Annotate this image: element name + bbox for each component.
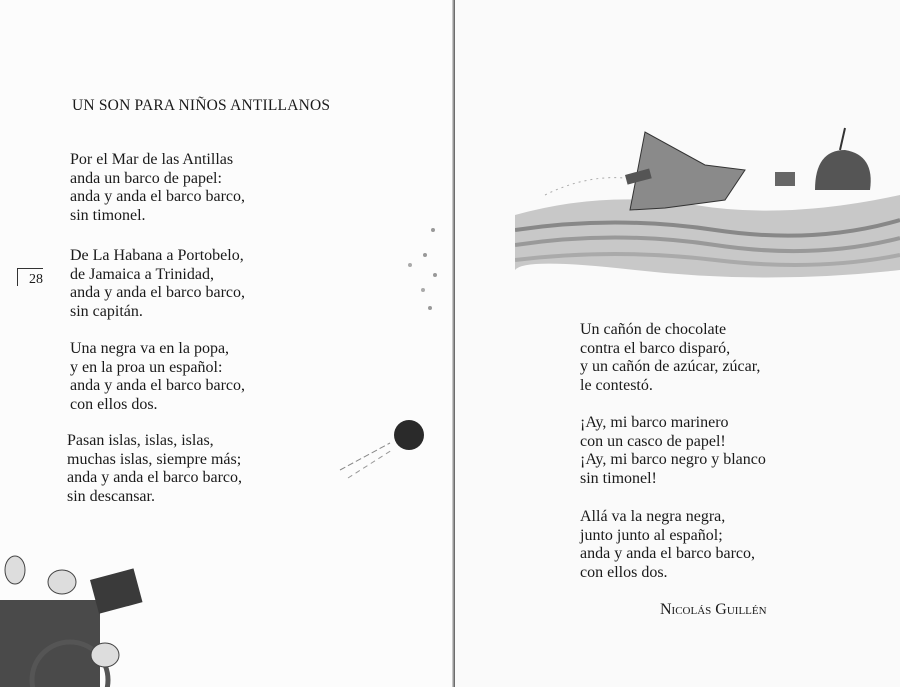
verse: muchas islas, siempre más; (67, 450, 242, 468)
stanza-4 (67, 432, 242, 506)
verse: Pasan islas, islas, islas, (67, 432, 214, 449)
verse: anda y anda el barco barco, (67, 469, 243, 487)
cannon-mice-illustration (0, 540, 160, 687)
verse: le contestó. (580, 376, 653, 394)
poem-title: UN SON PARA NIÑOS ANTILLANOS (72, 97, 331, 114)
verse: Por el Mar de las Antillas (70, 151, 234, 168)
paper-boat-sea-illustration (515, 120, 900, 280)
verse: anda y anda el barco barco, (70, 188, 246, 206)
verse: anda y anda el barco barco, (70, 377, 246, 395)
page-number: 28 (17, 268, 43, 286)
verse: sin descansar. (67, 487, 155, 505)
stanza-1 (70, 151, 245, 225)
verse: sin capitán. (70, 302, 143, 320)
verse: sin timonel! (580, 469, 657, 487)
verse: Un cañón de chocolate (580, 321, 727, 338)
splash-dots (395, 220, 455, 320)
verse: y en la proa un español: (70, 358, 223, 376)
author-name: Nicolás Guillén (660, 601, 767, 618)
verse: ¡Ay, mi barco negro y blanco (580, 451, 766, 469)
verse: contra el barco disparó, (580, 339, 731, 357)
verse: anda y anda el barco barco, (580, 545, 756, 563)
verse: sin timonel. (70, 206, 146, 224)
verse: De La Habana a Portobelo, (70, 247, 244, 264)
verse: Allá va la negra negra, (580, 508, 726, 525)
verse: con ellos dos. (70, 395, 158, 413)
verse: junto junto al español; (580, 526, 723, 544)
verse: anda un barco de papel: (70, 169, 222, 187)
right-page (455, 0, 900, 687)
verse: y un cañón de azúcar, zúcar, (580, 358, 761, 376)
stanza-5 (580, 321, 760, 395)
cannonball-illustration (330, 410, 440, 490)
verse: de Jamaica a Trinidad, (70, 265, 214, 283)
verse: ¡Ay, mi barco marinero (580, 414, 729, 431)
stanza-3 (70, 340, 245, 414)
verse: con un casco de papel! (580, 432, 726, 450)
verse: Una negra va en la popa, (70, 340, 230, 357)
stanza-6 (580, 414, 766, 488)
stanza-2 (70, 247, 245, 321)
verse: con ellos dos. (580, 563, 668, 581)
stanza-7 (580, 508, 755, 582)
verse: anda y anda el barco barco, (70, 284, 246, 302)
